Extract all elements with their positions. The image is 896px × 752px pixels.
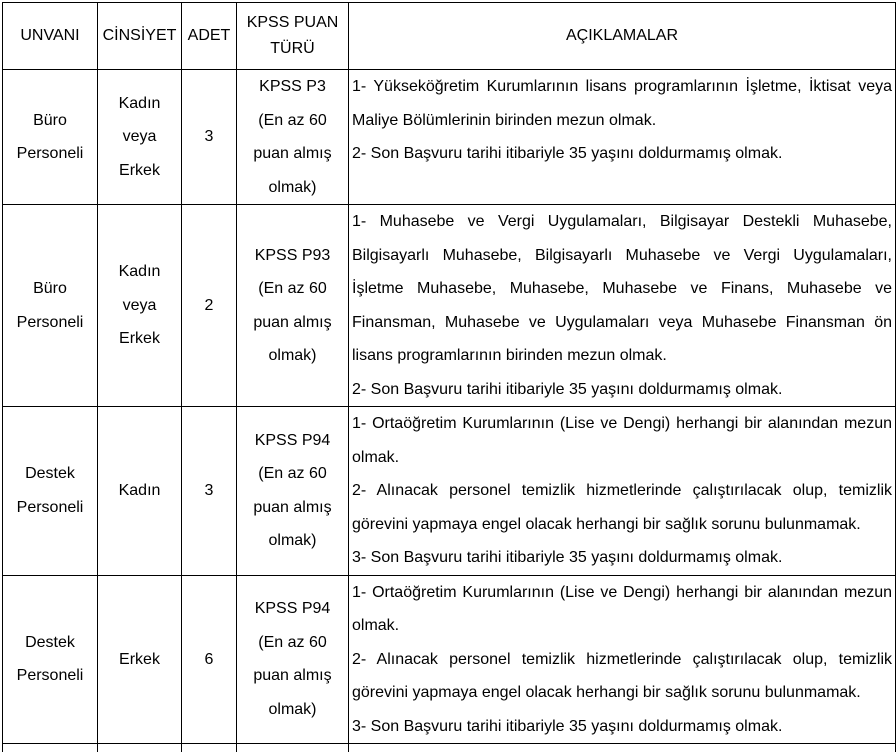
cinsiyet-line: veya bbox=[98, 289, 181, 323]
kpss-line: puan almış bbox=[237, 659, 348, 693]
kpss-line: KPSS P93 bbox=[237, 239, 348, 273]
table-row bbox=[3, 70, 896, 205]
header-aciklamalar: AÇIKLAMALAR bbox=[349, 3, 896, 70]
cinsiyet-line: Kadın bbox=[98, 87, 181, 121]
cell-adet: 3 bbox=[182, 70, 237, 205]
table-row bbox=[3, 575, 896, 744]
requirement-item: 3- Son Başvuru tarihi itibariyle 35 yaşını doldurmamış olmak. bbox=[352, 710, 892, 744]
unvan-line: Personeli bbox=[3, 491, 97, 525]
cell-aciklamalar bbox=[349, 575, 896, 744]
cell-cinsiyet bbox=[98, 575, 182, 744]
unvan-line: Büro bbox=[3, 104, 97, 138]
kpss-line: (En az 60 bbox=[237, 104, 348, 138]
cell-unvan bbox=[3, 407, 98, 576]
cell-kpss bbox=[237, 205, 349, 407]
table-row bbox=[3, 407, 896, 576]
unvan-line: Personeli bbox=[3, 659, 97, 693]
cell-adet: 3 bbox=[182, 407, 237, 576]
header-adet: ADET bbox=[182, 3, 237, 70]
kpss-line: KPSS P94 bbox=[237, 424, 348, 458]
cell-aciklamalar bbox=[349, 70, 896, 205]
cell-kpss bbox=[237, 70, 349, 205]
unvan-line: Destek bbox=[3, 626, 97, 660]
kpss-line: puan almış bbox=[237, 491, 348, 525]
cell-kpss bbox=[237, 407, 349, 576]
kpss-line: (En az 60 bbox=[237, 457, 348, 491]
kpss-line: olmak) bbox=[237, 171, 348, 205]
requirement-item: 2- Son Başvuru tarihi itibariyle 35 yaşını doldurmamış olmak. bbox=[352, 373, 892, 407]
cell-aciklamalar bbox=[349, 205, 896, 407]
unvan-line: Personeli bbox=[3, 137, 97, 171]
positions-table bbox=[2, 2, 896, 752]
cinsiyet-line: Kadın bbox=[98, 474, 181, 508]
table-row bbox=[3, 205, 896, 407]
header-kpss-line2: TÜRÜ bbox=[237, 36, 348, 62]
kpss-line: olmak) bbox=[237, 339, 348, 373]
header-cinsiyet: CİNSİYET bbox=[98, 3, 182, 70]
unvan-line: Büro bbox=[3, 272, 97, 306]
header-kpss-line1: KPSS PUAN bbox=[237, 10, 348, 36]
unvan-line: Destek bbox=[3, 457, 97, 491]
cell-adet: 6 bbox=[182, 575, 237, 744]
header-kpss-puan-turu bbox=[237, 3, 349, 70]
requirement-item: 1- Yükseköğretim Kurumlarının lisans programlarının İşletme, İktisat veya Maliye Bölümlerinin birinden mezun olmak. bbox=[352, 70, 892, 137]
cell-unvan bbox=[3, 205, 98, 407]
cell-unvan bbox=[3, 70, 98, 205]
cell-cinsiyet bbox=[98, 70, 182, 205]
kpss-line: (En az 60 bbox=[237, 272, 348, 306]
cinsiyet-line: Kadın bbox=[98, 255, 181, 289]
requirement-item: 1- Muhasebe ve Vergi Uygulamaları, Bilgisayar Destekli Muhasebe, Bilgisayarlı Muhasebe, Bilgisayarlı Muhasebe ve Vergi Uygulamaları, İşletme Muhasebe, Muhasebe, Muhasebe ve Finans, Muhasebe ve Finansman, Muhasebe ve Uygulamaları veya Muhasebe Finansman ön lisans programlarının birinden mezun olmak. bbox=[352, 205, 892, 373]
requirement-item: 2- Alınacak personel temizlik hizmetlerinde çalıştırılacak olup, temizlik görevini yapmaya engel olacak herhangi bir sağlık sorunu bulunmamak. bbox=[352, 643, 892, 710]
header-row bbox=[3, 3, 896, 70]
kpss-line: puan almış bbox=[237, 137, 348, 171]
cell-aciklamalar bbox=[349, 407, 896, 576]
cell-kpss bbox=[237, 575, 349, 744]
kpss-line: olmak) bbox=[237, 524, 348, 558]
kpss-line: KPSS P3 bbox=[237, 70, 348, 104]
requirement-item: 1- Ortaöğretim Kurumlarının (Lise ve Dengi) herhangi bir alanından mezun olmak. bbox=[352, 407, 892, 474]
requirement-item: 3- Son Başvuru tarihi itibariyle 35 yaşını doldurmamış olmak. bbox=[352, 541, 892, 575]
header-unvani: UNVANI bbox=[3, 3, 98, 70]
requirement-item: 1- Ortaöğretim Kurumlarının (Lise ve Dengi) herhangi bir alanından mezun olmak. bbox=[352, 576, 892, 643]
cell-unvan bbox=[3, 575, 98, 744]
kpss-line: KPSS P94 bbox=[237, 592, 348, 626]
kpss-line: olmak) bbox=[237, 693, 348, 727]
cinsiyet-line: veya bbox=[98, 120, 181, 154]
unvan-line: Personeli bbox=[3, 306, 97, 340]
requirement-item: 2- Alınacak personel temizlik hizmetlerinde çalıştırılacak olup, temizlik görevini yapmaya engel olacak herhangi bir sağlık sorunu bulunmamak. bbox=[352, 474, 892, 541]
cell-adet: 2 bbox=[182, 205, 237, 407]
kpss-line: puan almış bbox=[237, 306, 348, 340]
cinsiyet-line: Erkek bbox=[98, 154, 181, 188]
cell-cinsiyet bbox=[98, 407, 182, 576]
requirement-item: 2- Son Başvuru tarihi itibariyle 35 yaşını doldurmamış olmak. bbox=[352, 137, 892, 171]
kpss-line: (En az 60 bbox=[237, 626, 348, 660]
cinsiyet-line: Erkek bbox=[98, 643, 181, 677]
cinsiyet-line: Erkek bbox=[98, 322, 181, 356]
cell-cinsiyet bbox=[98, 205, 182, 407]
